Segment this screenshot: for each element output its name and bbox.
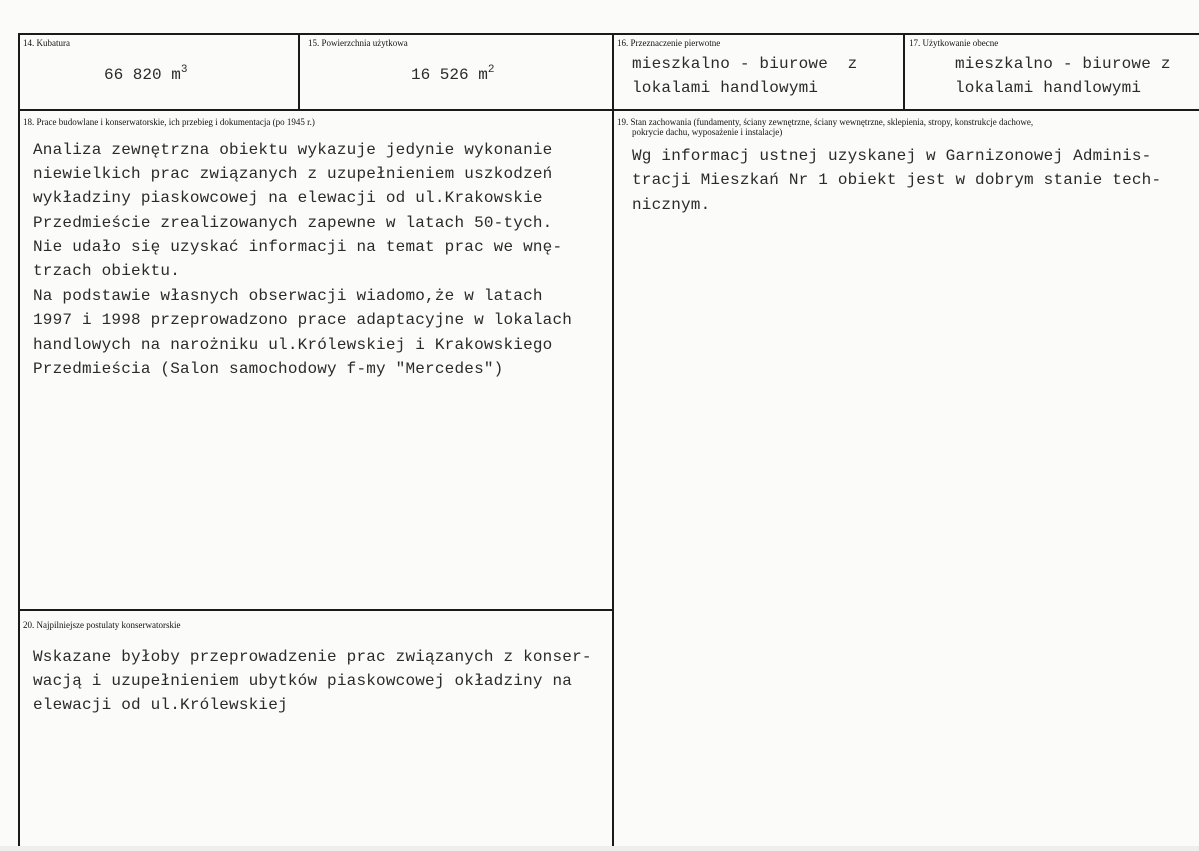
field-14-label: 14. Kubatura [23,38,70,48]
scan-edge [0,846,1199,851]
top-border [18,33,1199,35]
row-divider-2 [18,609,614,611]
field-15-number: 16 526 m [411,66,488,84]
col-divider-main [612,33,614,846]
field-20-line-2: wacją i uzupełnieniem ubytków piaskowcowej okładziny na [33,672,573,690]
field-18-line-8: 1997 i 1998 przeprowadzono prace adaptacyjne w lokalach [33,311,573,329]
field-14-exponent: 3 [180,64,188,76]
field-17-label: 17. Użytkowanie obecne [909,38,999,48]
field-15-value [411,64,494,84]
left-border [18,33,20,846]
field-15-label: 15. Powierzchnia użytkowa [308,38,408,48]
field-18-label: 18. Prace budowlane i konserwatorskie, ich przebieg i dokumentacja (po 1945 r.) [23,117,315,127]
field-19-line-3: nicznym. [632,196,711,214]
field-20-line-3: elewacji od ul.Królewskiej [33,696,288,714]
row-divider-1 [18,109,1199,111]
field-18-line-5: Nie udało się uzyskać informacji na temat prac we wnę- [33,238,563,256]
field-14-number: 66 820 m [104,66,181,84]
field-16-label: 16. Przeznaczenie pierwotne [617,38,721,48]
field-16-line-2: lokalami handlowymi [632,79,819,97]
field-19-label: 19. Stan zachowania (fundamenty, ściany zewnętrzne, ściany wewnętrzne, sklepienia, stropy, konstrukcje dachowe, [617,117,1034,127]
field-18-line-1: Analiza zewnętrzna obiektu wykazuje jedynie wykonanie [33,141,553,159]
field-14-value [104,64,187,84]
field-18-line-7: Na podstawie własnych obserwacji wiadomo,że w latach [33,287,543,305]
col-divider-14-15 [298,33,300,110]
field-16-line-1: mieszkalno - biurowe z [632,55,858,73]
field-19-line-2: tracji Mieszkań Nr 1 obiekt jest w dobrym stanie tech- [632,171,1162,189]
field-20-label: 20. Najpilniejsze postulaty konserwatorskie [23,620,181,630]
field-18-line-2: niewielkich prac związanych z uzupełnieniem uszkodzeń [33,165,553,183]
field-18-line-9: handlowych na narożniku ul.Królewskiej i Krakowskiego [33,336,553,354]
field-18-line-4: Przedmieście zrealizowanych zapewne w latach 50-tych. [33,214,553,232]
field-18-line-10: Przedmieścia (Salon samochodowy f-my "Mercedes") [33,360,504,378]
field-15-exponent: 2 [487,64,495,76]
field-17-line-1: mieszkalno - biurowe z [955,55,1171,73]
field-19-line-1: Wg informacj ustnej uzyskanej w Garnizonowej Adminis- [632,147,1152,165]
field-17-line-2: lokalami handlowymi [955,79,1142,97]
col-divider-16-17 [903,33,905,110]
field-18-line-6: trzach obiektu. [33,262,181,280]
field-18-line-3: wykładziny piaskowcowej na elewacji od ul.Krakowskie [33,189,543,207]
field-19-label-cont: pokrycie dachu, wyposażenie i instalacje) [632,127,783,137]
field-20-line-1: Wskazane byłoby przeprowadzenie prac związanych z konser- [33,648,592,666]
